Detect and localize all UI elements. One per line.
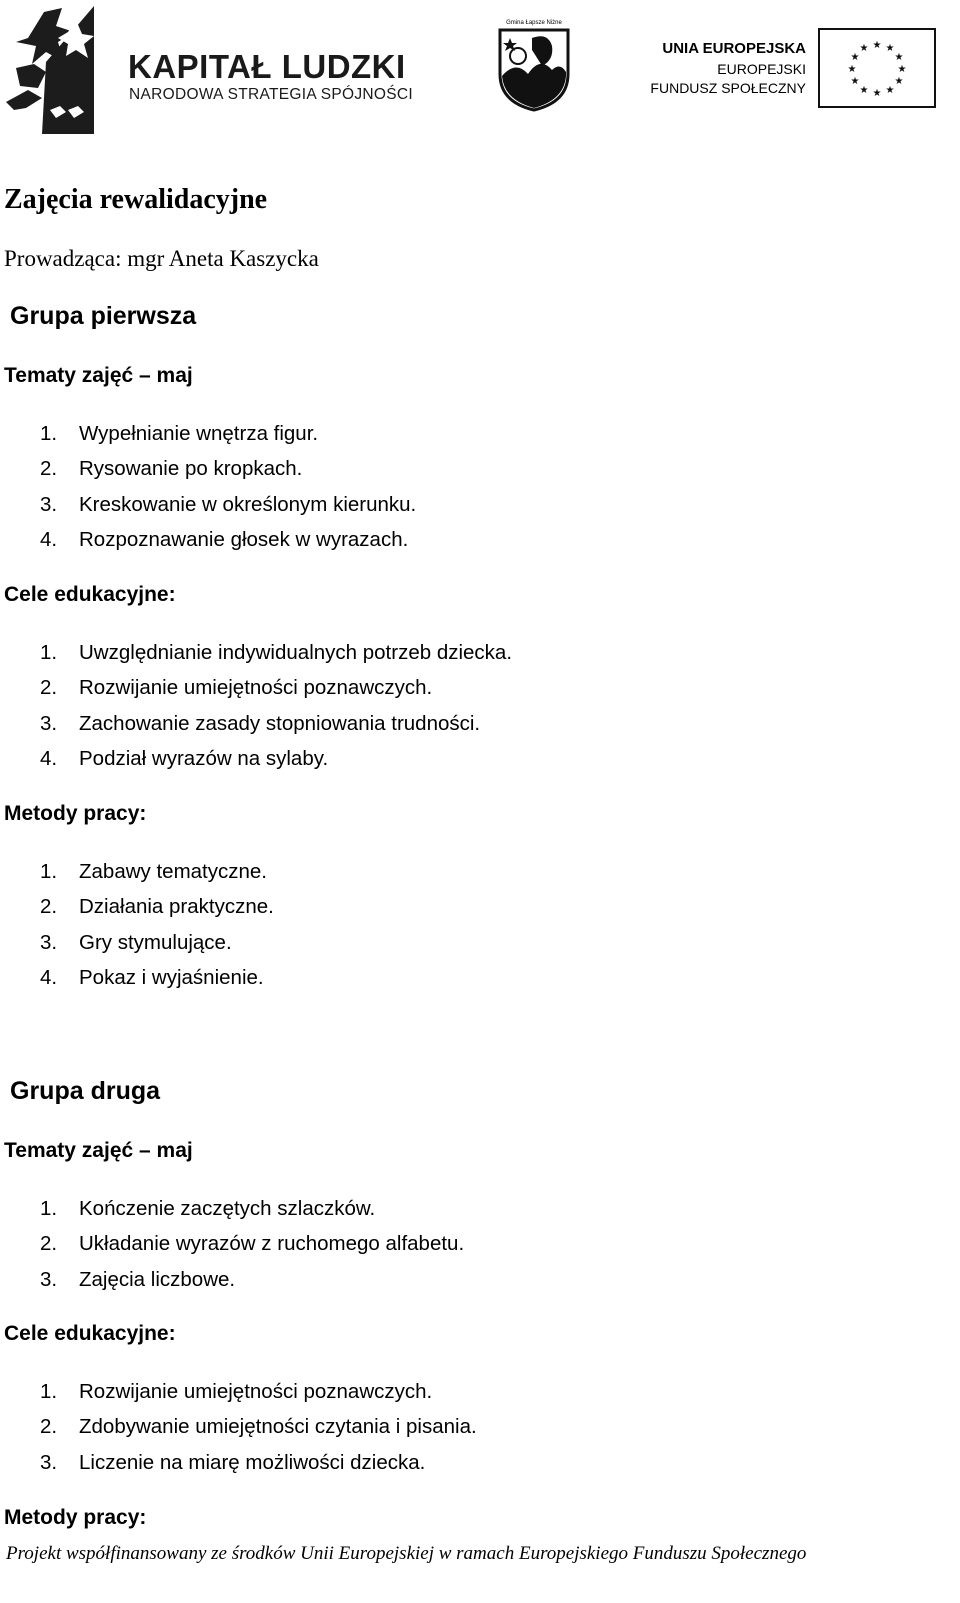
kapital-ludzki-title: KAPITAŁ LUDZKI [128, 48, 406, 85]
gmina-label: Gmina Łapsze Niżne [506, 20, 562, 26]
eu-label-line2: EUROPEJSKI [717, 61, 806, 77]
svg-text:★: ★ [885, 43, 895, 54]
svg-text:★: ★ [859, 85, 869, 96]
group2-topics-heading: Tematy zajęć – maj [4, 1139, 193, 1162]
svg-text:★: ★ [897, 64, 907, 75]
svg-text:★: ★ [885, 85, 895, 96]
svg-text:★: ★ [894, 52, 904, 63]
group2-goals-heading: Cele edukacyjne: [4, 1322, 176, 1345]
eu-flag-logo [818, 28, 936, 108]
footer-funding-note: Projekt współfinansowany ze środków Unii Europejskiej w ramach Europejskiego Funduszu Społecznego [6, 1543, 807, 1564]
group1-heading: Grupa pierwsza [10, 302, 197, 330]
kapital-ludzki-subtitle: NARODOWA STRATEGIA SPÓJNOŚCI [129, 86, 413, 103]
svg-text:★: ★ [847, 64, 857, 75]
group2-methods-heading: Metody pracy: [4, 1506, 147, 1529]
eu-label-line3: FUNDUSZ SPOŁECZNY [650, 80, 806, 96]
group2-heading: Grupa druga [10, 1077, 161, 1105]
kapital-ludzki-logo [6, 2, 94, 134]
svg-text:★: ★ [859, 43, 869, 54]
page-title: Zajęcia rewalidacyjne [4, 184, 268, 215]
group1-topics-heading: Tematy zajęć – maj [4, 364, 193, 387]
group1-goals-heading: Cele edukacyjne: [4, 583, 176, 606]
svg-text:★: ★ [850, 52, 860, 63]
group1-methods-heading: Metody pracy: [4, 802, 147, 825]
svg-text:★: ★ [872, 88, 882, 99]
gmina-coat-of-arms-logo [496, 16, 572, 112]
svg-text:★: ★ [894, 76, 904, 87]
instructor-line: Prowadząca: mgr Aneta Kaszycka [4, 246, 319, 271]
eu-label-line1: UNIA EUROPEJSKA [662, 40, 806, 57]
svg-text:★: ★ [850, 76, 860, 87]
svg-text:★: ★ [872, 40, 882, 51]
